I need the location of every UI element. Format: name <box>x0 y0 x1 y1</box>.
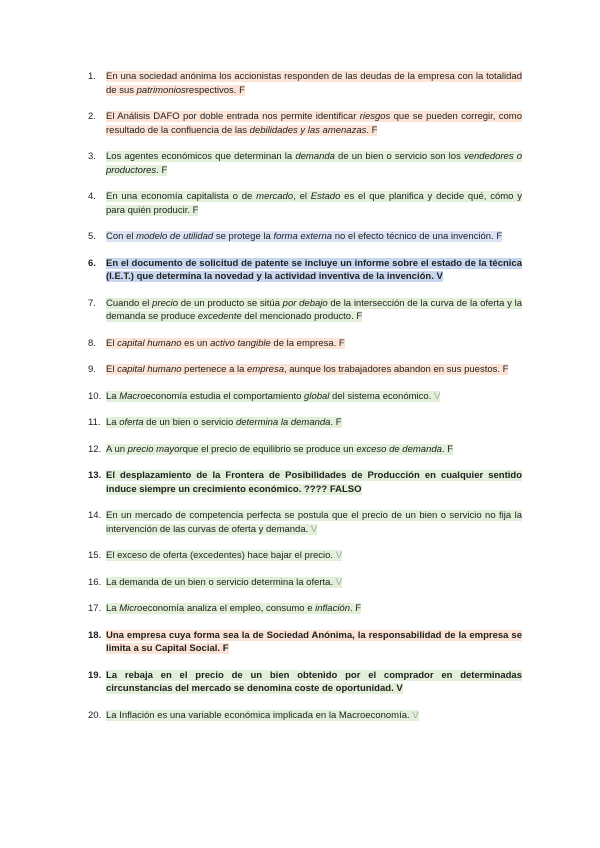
question-text-segment: El desplazamiento de la Frontera de Posibilidades de Producción en cualquier sentido induce siempre un crecimiento económico. ???? FALSO <box>106 470 522 495</box>
question-item <box>88 469 522 496</box>
question-text <box>106 670 522 695</box>
question-text-segment: El exceso de oferta (excedentes) hace bajar el precio. <box>106 550 336 561</box>
question-number: 19. <box>88 669 102 681</box>
highlight-span <box>106 470 522 495</box>
question-text-segment: precio <box>152 297 179 309</box>
highlight-span <box>106 258 522 283</box>
highlight-span <box>106 550 342 561</box>
question-item <box>88 443 522 457</box>
highlight-span <box>106 417 342 428</box>
question-text <box>106 338 345 349</box>
question-text-segment: El <box>106 337 118 349</box>
question-text <box>106 444 453 455</box>
question-text-segment: patrimonios <box>136 84 186 96</box>
question-number: 4. <box>88 191 96 202</box>
answer-letter: V <box>396 683 403 694</box>
question-number: 14. <box>88 510 102 521</box>
question-item <box>88 629 522 656</box>
question-text-segment: es un <box>181 337 211 349</box>
question-text <box>106 111 522 136</box>
question-item <box>88 390 522 404</box>
question-text-segment: Macro <box>119 390 146 402</box>
highlight-span <box>106 577 342 588</box>
highlight-span <box>106 71 522 96</box>
question-text-segment: de un bien o servicio <box>143 417 236 428</box>
question-number: 9. <box>88 364 96 375</box>
question-text <box>106 191 522 216</box>
question-text-segment: El <box>106 364 118 375</box>
question-item <box>88 602 522 616</box>
question-text <box>106 364 508 375</box>
question-item <box>88 70 522 97</box>
answer-letter: V <box>335 576 343 588</box>
highlight-span <box>106 630 522 655</box>
question-text-segment: El Análisis DAFO por doble entrada nos permite identificar <box>106 111 360 122</box>
question-text-segment: A un <box>106 443 128 455</box>
question-text-segment: pertenece a la <box>181 364 248 375</box>
question-text-segment: inflación <box>315 603 350 614</box>
answer-letter: F <box>355 603 362 614</box>
question-text-segment: vendedores o productores <box>106 151 522 176</box>
answer-letter: F <box>239 84 245 96</box>
question-text-segment: del mencionado producto. <box>241 311 357 322</box>
question-text-segment: Los agentes económicos que determinan la <box>106 151 296 162</box>
question-text-segment: oferta <box>119 417 144 428</box>
highlight-span <box>106 391 440 402</box>
question-text <box>106 510 522 535</box>
question-item <box>88 669 522 696</box>
question-number: 12. <box>88 443 102 455</box>
highlight-span <box>106 444 453 455</box>
question-text <box>106 298 522 323</box>
question-text-segment: . <box>441 443 448 455</box>
question-text-segment: respectivos. <box>185 84 240 96</box>
question-text-segment: se protege la <box>213 231 274 242</box>
highlight-span <box>106 151 522 176</box>
question-text <box>106 630 522 655</box>
question-text-segment: excedente <box>197 311 242 322</box>
question-text-segment: de un bien o servicio son los <box>334 151 464 162</box>
question-item <box>88 709 522 723</box>
question-text-segment: economía estudia el comportamiento <box>145 390 305 402</box>
question-text-segment: La rebaja en el precio de un bien obtenido por el comprador en determinadas circunstancias del mercado se denomina coste de oportunidad. <box>106 669 522 694</box>
question-text <box>106 603 361 614</box>
question-text-segment: global <box>304 390 330 402</box>
question-text-segment: La <box>106 390 120 402</box>
answer-letter: F <box>496 231 503 242</box>
question-text-segment: En un mercado de competencia perfecta se postula que el precio de un bien o servicio no fija la intervención de las curvas de oferta y demanda. <box>106 510 522 535</box>
answer-letter: F <box>192 204 199 216</box>
question-text-segment: . <box>366 124 372 136</box>
question-text <box>106 470 522 495</box>
question-text-segment: es el que planifica y decide qué, cómo y para quién producir. <box>106 191 523 216</box>
question-text-segment: de la intersección de la curva de la oferta y la demanda se produce <box>106 297 522 322</box>
highlight-span <box>106 298 522 323</box>
question-text-segment: forma externa <box>273 231 333 242</box>
answer-letter: F <box>371 124 378 136</box>
answer-letter: V <box>335 550 343 561</box>
question-text-segment: Con el <box>106 231 137 242</box>
question-item <box>88 549 522 563</box>
question-text-segment: . <box>350 603 356 614</box>
question-text-segment: de un producto se sitúa <box>178 297 283 309</box>
answer-letter: F <box>502 364 509 375</box>
answer-letter: V <box>412 709 419 721</box>
answer-letter: V <box>436 271 443 282</box>
question-text-segment: precio mayor <box>127 443 183 455</box>
question-number: 5. <box>88 231 96 242</box>
question-text-segment: exceso de demanda <box>356 443 442 455</box>
highlight-span <box>106 670 522 695</box>
question-number: 3. <box>88 151 96 162</box>
question-text-segment: Una empresa cuya forma sea la de Sociedad Anónima, la responsabilidad de la empresa se limita a su Capital Social. <box>106 629 522 654</box>
highlight-span <box>106 603 361 614</box>
answer-letter: F <box>222 643 229 654</box>
question-text-segment: no el efecto técnico de una invención. <box>332 231 497 242</box>
question-text-segment: debilidades y las amenazas <box>249 124 367 136</box>
question-list <box>88 70 522 722</box>
question-number: 17. <box>88 603 102 614</box>
question-text-segment: activo tangible <box>210 337 271 349</box>
question-text-segment: , aunque los trabajadores abandon en sus puestos. <box>284 364 503 375</box>
question-text-segment: La <box>106 603 120 614</box>
question-item <box>88 110 522 137</box>
answer-letter: F <box>338 337 345 349</box>
answer-letter: F <box>161 164 168 176</box>
highlight-span <box>106 191 522 216</box>
highlight-span <box>106 710 419 721</box>
question-item <box>88 509 522 536</box>
question-text-segment: riesgos <box>359 111 391 122</box>
question-item <box>88 297 522 324</box>
question-item <box>88 576 522 590</box>
highlight-span <box>106 338 345 349</box>
question-item <box>88 416 522 430</box>
question-text-segment: que el precio de equilibrio se produce un <box>182 443 357 455</box>
question-text <box>106 417 342 428</box>
question-text-segment: Cuando el <box>106 297 153 309</box>
question-number: 6. <box>88 257 96 269</box>
question-text <box>106 577 342 588</box>
question-text-segment: de la empresa. <box>270 337 339 349</box>
answer-letter: V <box>433 390 441 402</box>
question-number: 11. <box>88 417 101 428</box>
question-text-segment: que se pueden corregir, como resultado de la confluencia de las <box>106 111 522 136</box>
question-text <box>106 71 522 96</box>
answer-letter: F <box>356 311 363 322</box>
question-text-segment: modelo de utilidad <box>136 231 214 242</box>
question-text-segment: . <box>156 164 162 176</box>
question-item <box>88 150 522 177</box>
question-text-segment: En una sociedad anónima los accionistas responden de las deudas de la empresa con la totalidad de sus <box>106 71 522 96</box>
highlight-span <box>106 111 522 136</box>
question-text <box>106 550 342 561</box>
question-number: 15. <box>88 550 102 561</box>
question-number: 8. <box>88 337 96 349</box>
question-number: 1. <box>88 71 96 82</box>
question-number: 10. <box>88 390 102 402</box>
question-text <box>106 231 502 242</box>
question-text-segment: por debajo <box>282 297 328 309</box>
question-text-segment: La Inflación es una variable económica implicada en la Macroeconomía. <box>106 709 413 721</box>
question-item <box>88 337 522 351</box>
question-number: 13. <box>88 470 102 481</box>
highlight-span <box>106 364 508 375</box>
question-number: 2. <box>88 111 96 122</box>
question-text-segment: Estado <box>310 191 341 202</box>
question-text-segment: La demanda de un bien o servicio determina la oferta. <box>106 576 336 588</box>
question-text-segment: La <box>106 417 120 428</box>
question-item <box>88 190 522 217</box>
question-text-segment: capital humano <box>117 337 182 349</box>
question-text-segment: , el <box>293 191 311 202</box>
question-text-segment: capital humano <box>117 364 182 375</box>
question-text-segment: determina la demanda <box>235 417 331 428</box>
question-text <box>106 151 522 176</box>
question-text-segment: Micro <box>119 603 143 614</box>
question-text <box>106 391 440 402</box>
question-number: 20. <box>88 709 102 721</box>
question-item <box>88 257 522 284</box>
question-text-segment: empresa <box>247 364 284 375</box>
question-item <box>88 363 522 377</box>
answer-letter: V <box>310 523 318 535</box>
highlight-span <box>106 231 502 242</box>
question-item <box>88 230 522 244</box>
question-text-segment: En una economía capitalista o de <box>106 191 257 202</box>
question-text-segment: En el documento de solicitud de patente se incluye un informe sobre el estado de la técnica (I.E.T.) que determina la novedad y la actividad inventiva de la invención. <box>106 257 522 282</box>
question-number: 7. <box>88 297 96 309</box>
question-text-segment: . <box>330 417 336 428</box>
question-number: 16. <box>88 576 102 588</box>
answer-letter: F <box>335 417 342 428</box>
question-text-segment: mercado <box>256 191 294 202</box>
question-number: 18. <box>88 629 102 641</box>
question-text <box>106 258 522 283</box>
highlight-span <box>106 510 522 535</box>
question-text <box>106 710 419 721</box>
question-text-segment: demanda <box>295 151 335 162</box>
question-text-segment: del sistema económico. <box>329 390 434 402</box>
question-text-segment: economía analiza el empleo, consumo e <box>142 603 316 614</box>
answer-letter: F <box>447 443 454 455</box>
